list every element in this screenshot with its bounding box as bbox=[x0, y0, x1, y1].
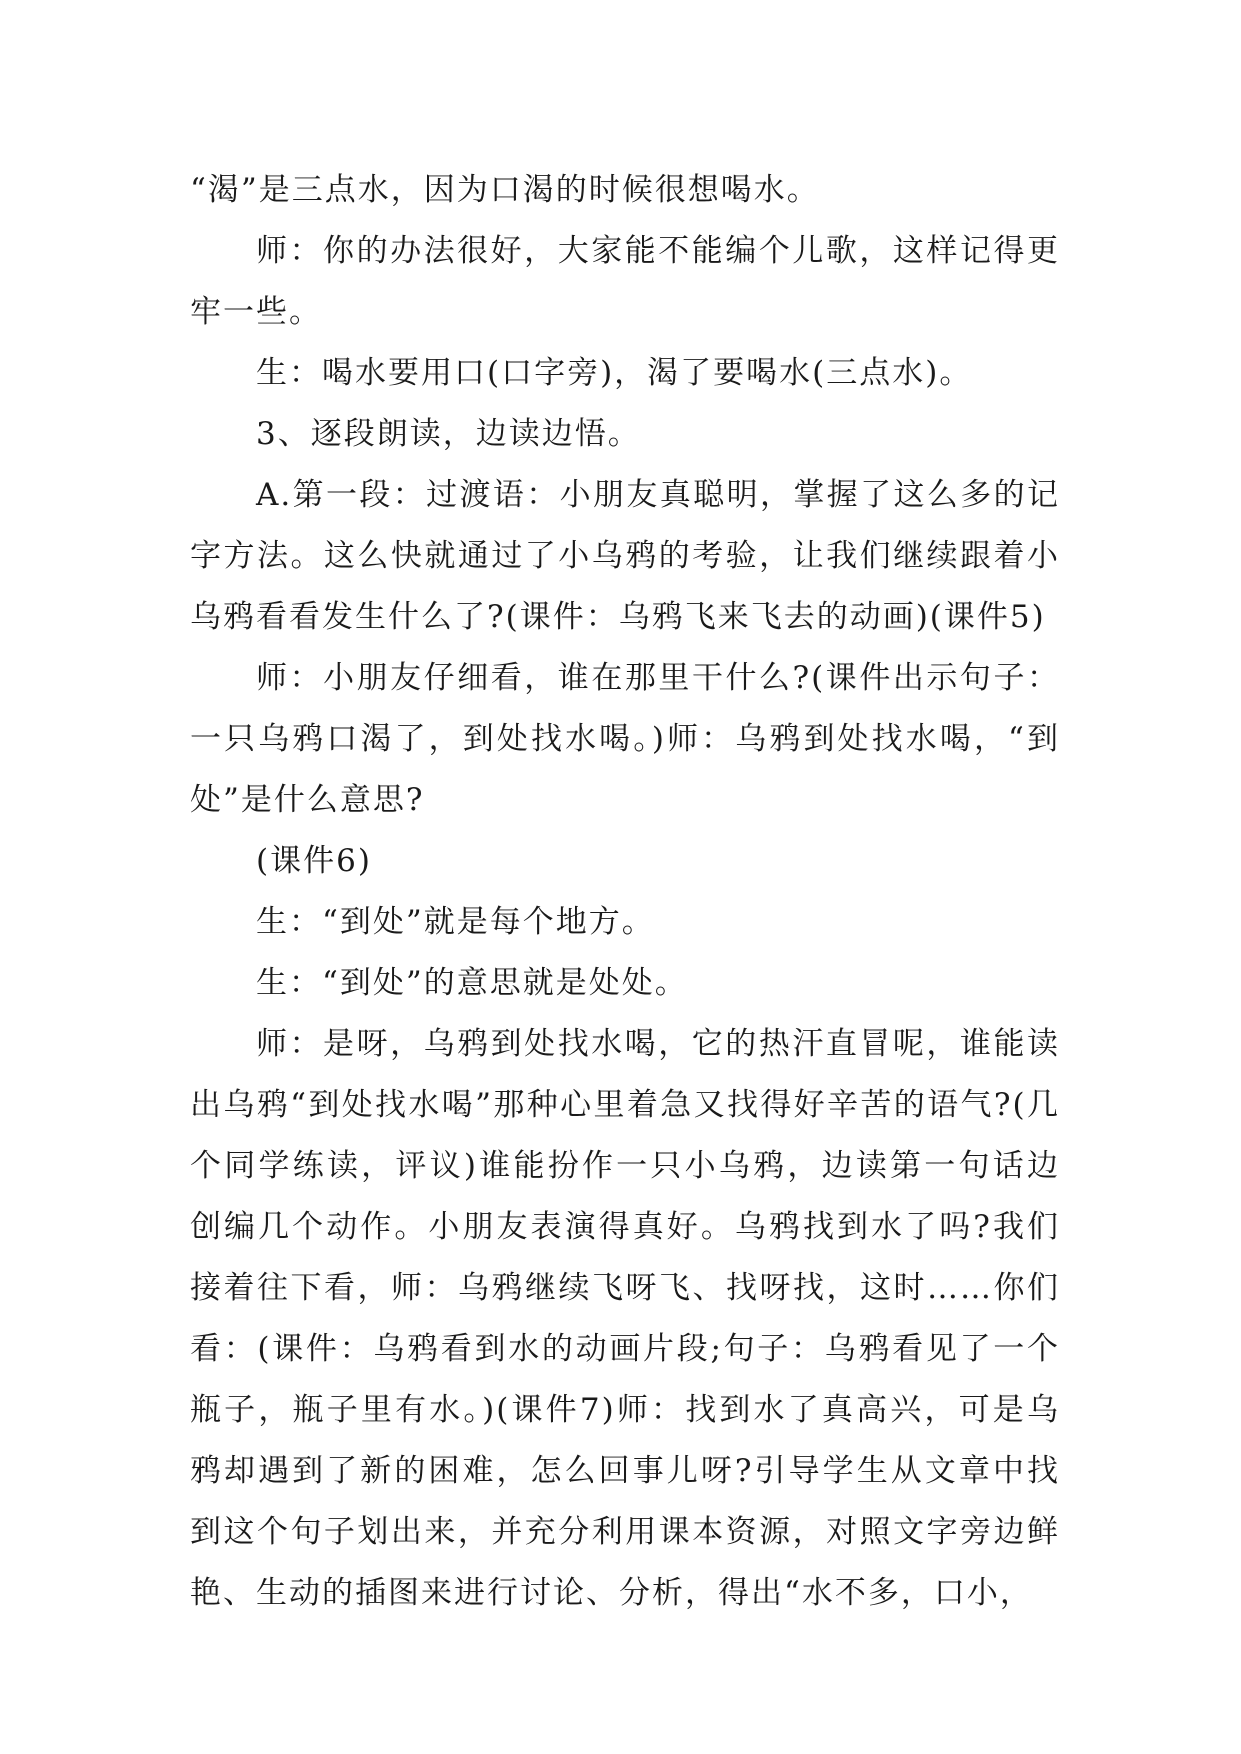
paragraph-8: 生：“到处”就是每个地方。 bbox=[256, 904, 655, 940]
paragraph-5: A.第一段：过渡语：小朋友真聪明，掌握了这么多的记字方法。这么快就通过了小乌鸦的考验，让我们继续跟着小乌鸦看看发生什么了?(课件：乌鸦飞来飞去的动画)(课件5) bbox=[190, 477, 1060, 635]
paragraph-3: 生：喝水要用口(口字旁)，渴了要喝水(三点水)。 bbox=[256, 355, 973, 391]
paragraph-6: 师：小朋友仔细看，谁在那里干什么?(课件出示句子：一只乌鸦口渴了，到处找水喝。)师：乌鸦到处找水喝，“到处”是什么意思? bbox=[190, 660, 1060, 818]
paragraph-9: 生：“到处”的意思就是处处。 bbox=[256, 965, 688, 1001]
paragraph-10: 师：是呀，乌鸦到处找水喝，它的热汗直冒呢，谁能读出乌鸦“到处找水喝”那种心里着急又找得好辛苦的语气?(几个同学练读，评议)谁能扮作一只小乌鸦，边读第一句话边创编几个动作。小朋友表演得真好。乌鸦找到水了吗?我们接着往下看，师：乌鸦继续飞呀飞、找呀找，这时……你们看：(课件：乌鸦看到水的动画片段;句子：乌鸦看见了一个瓶子，瓶子里有水。)(课件7)师：找到水了真高兴，可是乌鸦却遇到了新的困难，怎么回事儿呀?引导学生从文章中找到这个句子划出来，并充分利用课本资源，对照文字旁边鲜艳、生动的插图来进行讨论、分析，得出“水不多，口小， bbox=[190, 1026, 1060, 1611]
paragraph-7: (课件6) bbox=[256, 843, 372, 879]
paragraph-2: 师：你的办法很好，大家能不能编个儿歌，这样记得更牢一些。 bbox=[190, 233, 1060, 330]
document-page bbox=[190, 160, 1060, 1624]
paragraph-4: 3、逐段朗读，边读边悟。 bbox=[256, 416, 641, 452]
paragraph-1: “渴”是三点水，因为口渴的时候很想喝水。 bbox=[190, 172, 820, 208]
